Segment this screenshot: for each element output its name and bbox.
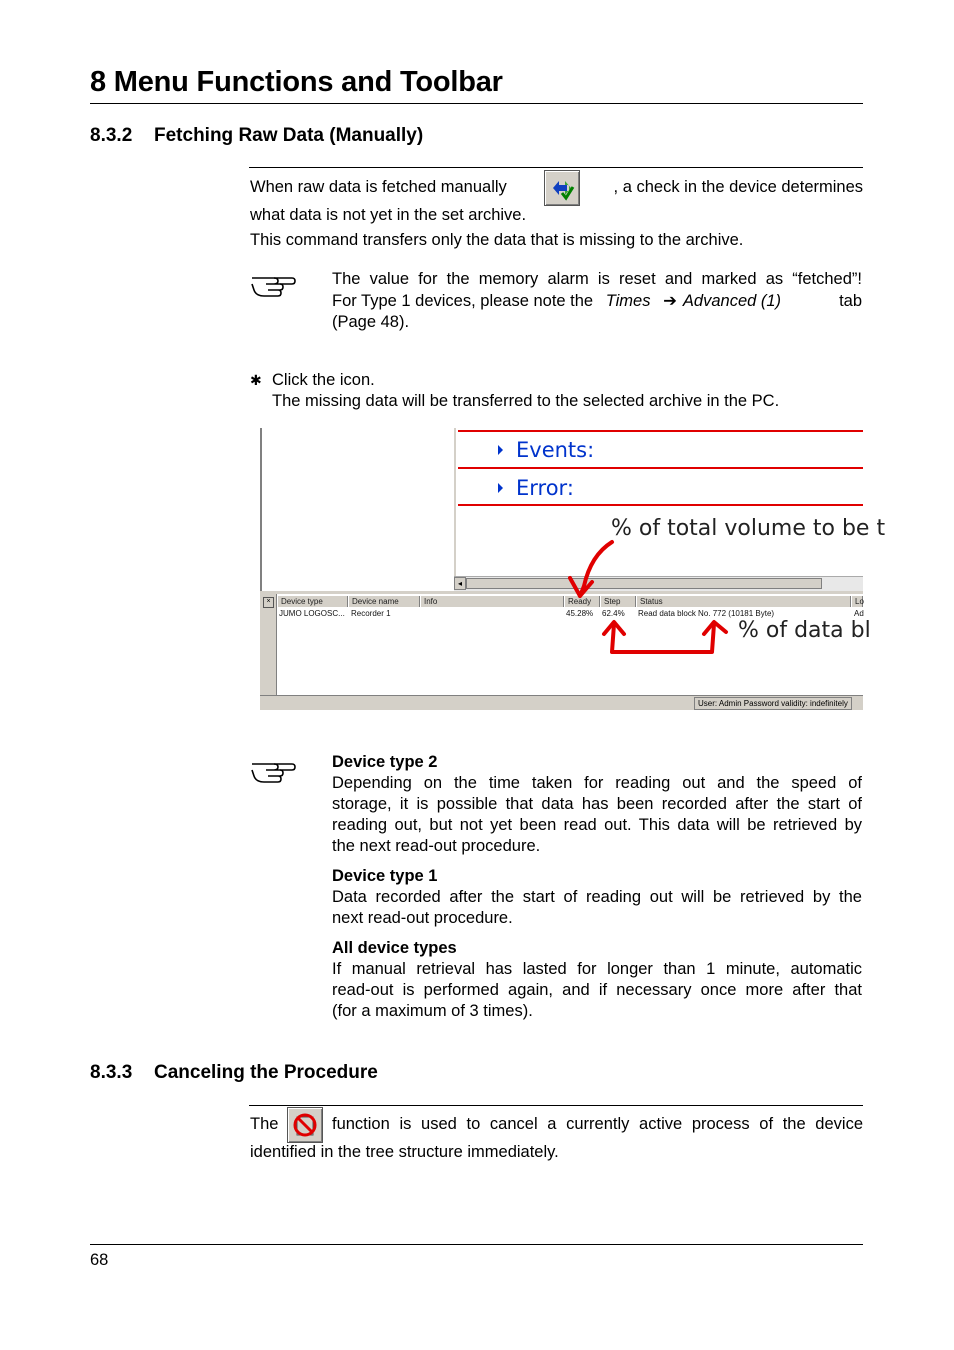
note1-line3: (Page 48).: [332, 313, 410, 331]
close-icon[interactable]: ×: [263, 597, 274, 608]
table-cell[interactable]: 45.28%: [566, 609, 594, 618]
fetch-raw-data-icon[interactable]: [544, 170, 580, 206]
pointing-hand-icon: [250, 756, 296, 792]
column-header[interactable]: Lo: [851, 596, 863, 607]
total-volume-annotation: % of total volume to be t: [611, 516, 886, 541]
section-heading-833: [90, 1062, 378, 1084]
column-header[interactable]: Ready: [564, 596, 600, 607]
table-cell[interactable]: Ad: [854, 609, 864, 618]
step-line1: Click the icon.: [272, 371, 375, 389]
pointing-hand-icon: [250, 270, 296, 306]
status-text: User: Admin Password validity: indefinitely: [694, 697, 852, 710]
note1-line2: [332, 291, 862, 312]
device-type-2-line: reading out, but not yet been read out. This data will be retrieved by: [332, 816, 862, 834]
device-type-1-heading: Device type 1: [332, 867, 438, 885]
cancel-procedure-icon[interactable]: [287, 1107, 323, 1143]
column-header[interactable]: Device name: [348, 596, 420, 607]
note1-tab: tab: [839, 292, 862, 310]
note1-line1: The value for the memory alarm is reset and marked as “fetched”!: [332, 270, 862, 288]
note1-times: Times: [605, 292, 651, 310]
scroll-left-icon[interactable]: ◂: [454, 577, 466, 590]
events-label: Events:: [516, 438, 595, 462]
all-device-types-line: If manual retrieval has lasted for longer than 1 minute, automatic: [332, 960, 862, 978]
device-type-2-line: Depending on the time taken for reading out and the speed of: [332, 774, 862, 792]
note1-advanced: Advanced (1): [682, 292, 782, 310]
section-title: Canceling the Procedure: [154, 1062, 378, 1083]
intro-line3: This command transfers only the data that is missing to the archive.: [250, 231, 744, 249]
section-number: 8.3.3: [90, 1062, 133, 1083]
device-type-1-line: Data recorded after the start of reading out will be retrieved by the: [332, 888, 862, 906]
column-header[interactable]: Step: [600, 596, 636, 607]
step-line2: The missing data will be transferred to the selected archive in the PC.: [272, 392, 780, 410]
device-type-2-line: the next read-out procedure.: [332, 837, 541, 855]
screenshot-figure: [260, 428, 886, 710]
all-device-types-heading: All device types: [332, 939, 457, 957]
device-type-2-line: storage, it is possible that data has been recorded after the start of: [332, 795, 862, 813]
section-rule: [249, 167, 863, 168]
intro-text-a: When raw data is fetched manually: [250, 178, 507, 196]
section-rule: [249, 1105, 863, 1106]
header-rule: [90, 103, 863, 104]
footer-rule: [90, 1244, 863, 1245]
error-label: Error:: [516, 476, 574, 500]
page-number: 68: [90, 1251, 109, 1269]
cancel-text-b: function is used to cancel a currently active process of the device: [332, 1115, 863, 1133]
all-device-types-line: (for a maximum of 3 times).: [332, 1002, 533, 1020]
table-cell[interactable]: Recorder 1: [351, 609, 391, 618]
column-header[interactable]: Status: [636, 596, 851, 607]
table-cell[interactable]: 62.4%: [602, 609, 625, 618]
section-number: 8.3.2: [90, 125, 133, 146]
device-type-1-line: next read-out procedure.: [332, 909, 513, 927]
data-block-annotation: % of data bl: [738, 618, 871, 643]
column-header[interactable]: Device type: [277, 596, 348, 607]
column-header[interactable]: Info: [420, 596, 564, 607]
intro-line2: what data is not yet in the set archive.: [250, 206, 527, 224]
section-heading-832: [90, 125, 423, 147]
cancel-text-a: The: [250, 1115, 279, 1133]
status-bar: [260, 695, 863, 710]
all-device-types-line: read-out is performed again, and if necessary once more after that: [332, 981, 862, 999]
table-cell[interactable]: JUMO LOGOSC...: [279, 609, 345, 618]
intro-text-b: , a check in the device determines: [613, 178, 863, 196]
red-arrows-drawing: [260, 428, 863, 710]
section-title: Fetching Raw Data (Manually): [154, 125, 424, 146]
table-cell[interactable]: Read data block No. 772 (10181 Byte): [638, 609, 775, 618]
note1-text: For Type 1 devices, please note the: [332, 292, 598, 310]
cancel-line2: identified in the tree structure immediately.: [250, 1143, 559, 1161]
chapter-title: 8 Menu Functions and Toolbar: [90, 66, 503, 98]
device-type-2-heading: Device type 2: [332, 753, 438, 771]
step-bullet-icon: ✱: [250, 372, 262, 388]
arrow-icon: ➔: [663, 292, 677, 310]
